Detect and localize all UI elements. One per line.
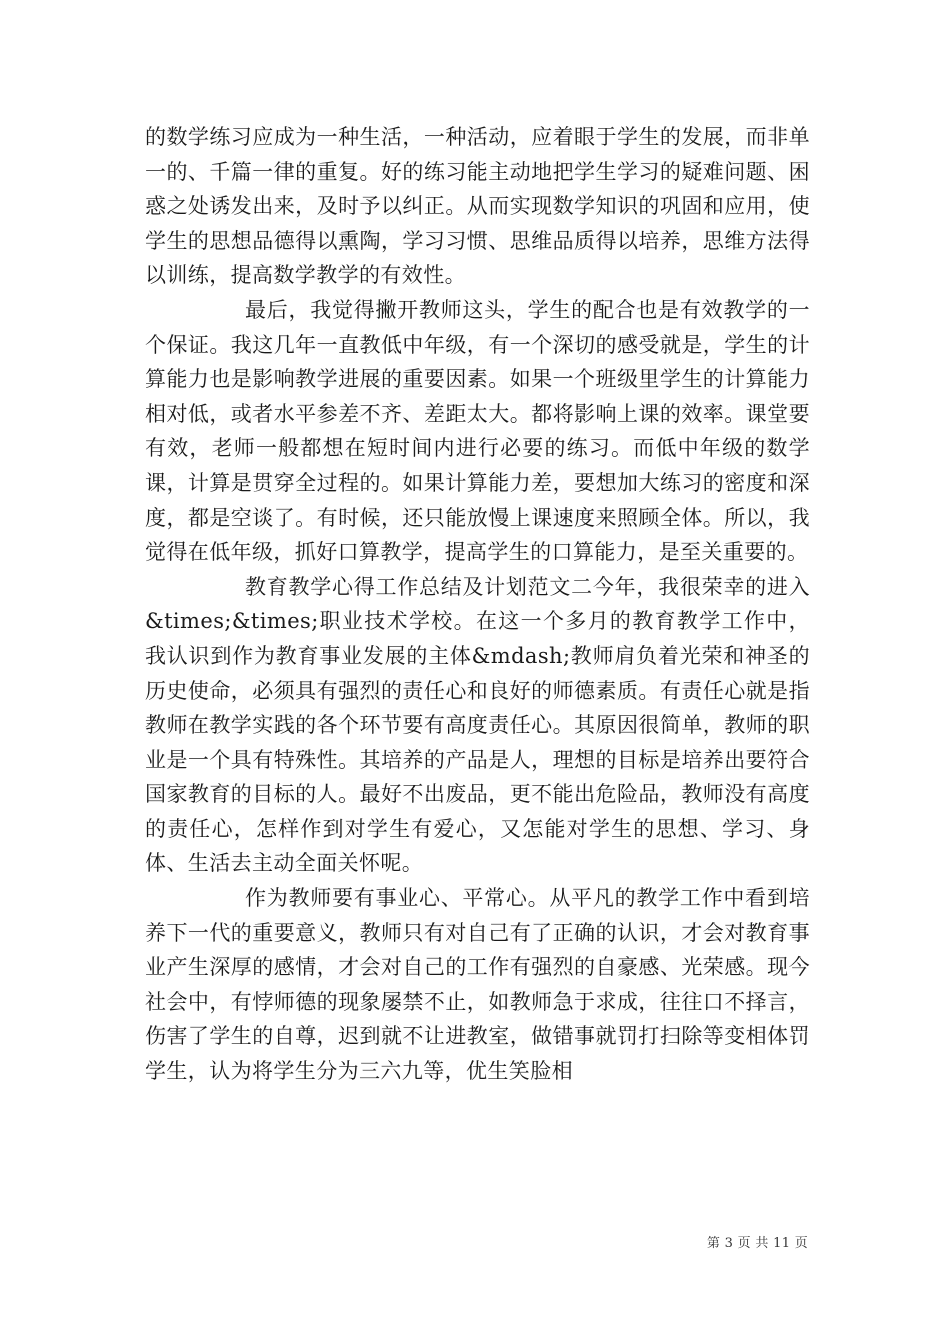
paragraph-teaching-summary: 教育教学心得工作总结及计划范文二今年，我很荣幸的进入&times;&times;职业技术学校。在这一个多月的教育教学工作中，我认识到作为教育事业发展的主体&mdash;教师肩负着光荣和神圣的历史使命，必须具有强烈的责任心和良好的师德素质。有责任心就是指教师在教学实践的各个环节要有高度责任心。其原因很简单，教师的职业是一个具有特殊性。其培养的产品是人，理想的目标是培养出要符合国家教育的目标的人。最好不出废品，更不能出危险品，教师没有高度的责任心，怎样作到对学生有爱心，又怎能对学生的思想、学习、身体、生活去主动全面关怀呢。 xyxy=(145,574,810,876)
page-number-footer: 第 3 页 共 11 页 xyxy=(706,1236,808,1251)
paragraph-student-cooperation: 最后，我觉得撇开教师这头，学生的配合也是有效教学的一个保证。我这几年一直教低中年级，有一个深切的感受就是，学生的计算能力也是影响教学进展的重要因素。如果一个班级里学生的计算能力相对低，或者水平参差不齐、差距太大。都将影响上课的效率。课堂要有效，老师一般都想在短时间内进行必要的练习。而低中年级的数学课，计算是贯穿全过程的。如果计算能力差，要想加大练习的密度和深度，都是空谈了。有时候，还只能放慢上课速度来照顾全体。所以，我觉得在低年级，抓好口算教学，提高学生的口算能力，是至关重要的。 xyxy=(145,297,810,565)
paragraph-continuation: 的数学练习应成为一种生活，一种活动，应着眼于学生的发展，而非单一的、千篇一律的重复。好的练习能主动地把学生学习的疑难问题、困惑之处诱发出来，及时予以纠正。从而实现数学知识的巩固和应用，使学生的思想品德得以熏陶，学习习惯、思维品质得以培养，思维方法得以训练，提高数学教学的有效性。 xyxy=(145,125,810,288)
paragraph-teacher-dedication: 作为教师要有事业心、平常心。从平凡的教学工作中看到培养下一代的重要意义，教师只有对自己有了正确的认识，才会对教育事业产生深厚的感情，才会对自己的工作有强烈的自豪感、光荣感。现今社会中，有悖师德的现象屡禁不止，如教师急于求成，往往口不择言，伤害了学生的自尊，迟到就不让进教室，做错事就罚打扫除等变相体罚学生，认为将学生分为三六九等，优生笑脸相 xyxy=(145,886,810,1084)
document-body xyxy=(145,120,810,1089)
